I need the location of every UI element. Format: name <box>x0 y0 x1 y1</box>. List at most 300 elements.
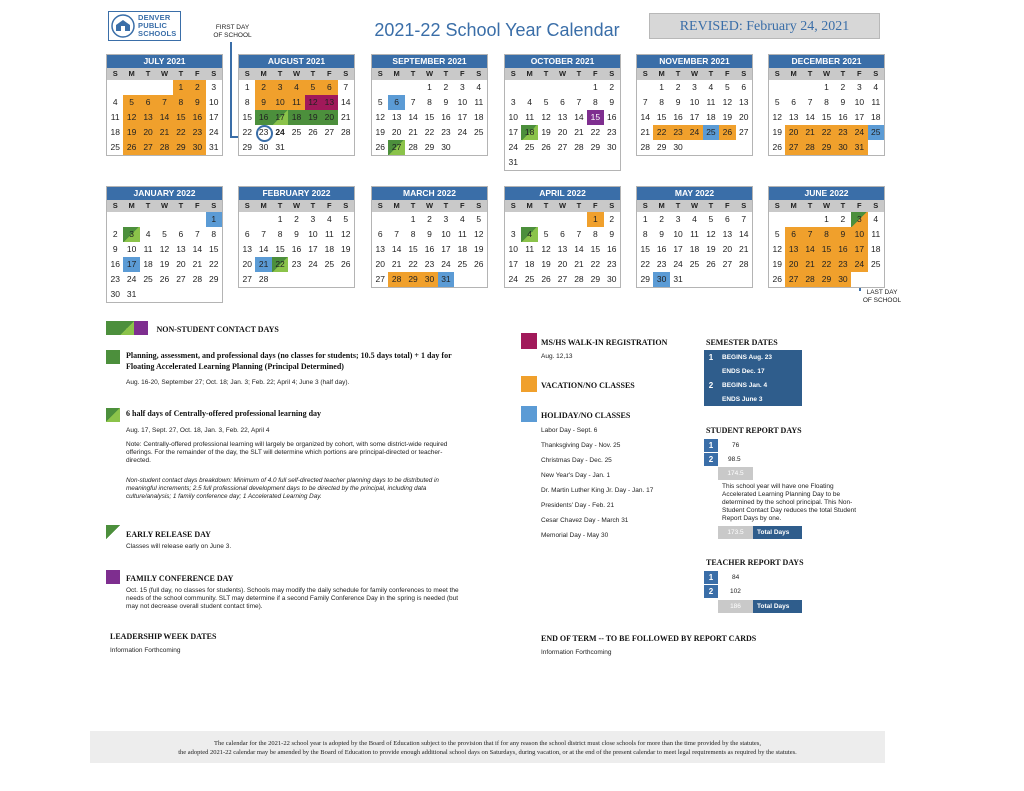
day-cell: 19 <box>341 244 351 254</box>
day-cell: 31 <box>209 142 219 152</box>
day-cell: 5 <box>343 214 349 224</box>
weekday-header: S <box>206 68 222 80</box>
day-cell: 4 <box>459 214 465 224</box>
day-cell: 25 <box>324 259 335 269</box>
holiday-item: Thanksgiving Day - Nov. 25 <box>541 442 621 449</box>
weekday-header: W <box>288 68 304 80</box>
day-cell: 2 <box>427 214 432 224</box>
day-cell: 5 <box>305 80 321 95</box>
empty-day-cell <box>107 80 123 95</box>
day-cell: 19 <box>375 127 385 137</box>
day-cell: 22 <box>209 259 219 269</box>
day-cell: 20 <box>391 127 402 137</box>
day-cell: 24 <box>209 127 219 137</box>
day-cell: 27 <box>176 274 186 284</box>
semester-text: BEGINS Jan. 4 <box>722 381 768 389</box>
day-cell: 13 <box>785 242 801 257</box>
holiday-swatch-icon <box>521 406 537 422</box>
day-cell: 28 <box>408 142 418 152</box>
day-cell: 20 <box>722 244 733 254</box>
day-cell: 10 <box>272 95 288 110</box>
legend-early-release <box>106 525 461 551</box>
teacher-semester-1-days: 84 <box>732 574 740 581</box>
day-cell: 11 <box>457 229 467 239</box>
day-cell: 9 <box>427 229 432 239</box>
day-cell: 1 <box>824 82 829 92</box>
early-release-heading: EARLY RELEASE DAY <box>126 530 211 539</box>
day-cell: 8 <box>211 229 217 239</box>
weekday-header: S <box>471 68 487 80</box>
day-cell: 18 <box>524 259 535 269</box>
empty-day-cell <box>388 80 404 95</box>
day-cell: 4 <box>476 82 482 92</box>
last-day-note-line-2: OF SCHOOL <box>862 297 902 304</box>
month-days-grid <box>637 68 752 155</box>
weekday-header: M <box>388 200 404 212</box>
day-cell: 16 <box>424 244 435 254</box>
day-cell: 30 <box>653 272 669 287</box>
student-semester-2-days: 98.5 <box>728 456 741 463</box>
day-cell: 19 <box>722 112 733 122</box>
half-day-dates: Aug. 17, Sept. 27, Oct. 18, Jan. 3, Feb. 22, April 4 <box>126 427 270 434</box>
day-cell: 16 <box>441 112 451 122</box>
semester-row <box>704 378 802 392</box>
day-cell: 7 <box>576 229 582 239</box>
day-cell: 17 <box>272 110 288 125</box>
day-cell: 9 <box>675 97 681 107</box>
day-cell: 30 <box>189 140 205 155</box>
weekday-header: W <box>156 68 172 80</box>
day-cell: 18 <box>871 244 881 254</box>
semester-row <box>704 364 802 378</box>
day-cell: 23 <box>607 127 617 137</box>
day-cell: 24 <box>457 127 468 137</box>
weekday-header: S <box>107 68 123 80</box>
empty-day-cell <box>140 80 156 95</box>
day-cell: 24 <box>308 259 318 269</box>
day-cell: 7 <box>394 229 399 239</box>
day-cell: 25 <box>524 274 535 284</box>
leadership-text: Information Forthcoming <box>110 647 181 654</box>
walkin-dates: Aug. 12,13 <box>541 353 573 360</box>
weekday-header: M <box>123 200 139 212</box>
day-cell: 31 <box>126 289 137 299</box>
day-cell: 17 <box>441 244 451 254</box>
weekday-header: M <box>785 200 801 212</box>
day-cell: 10 <box>441 229 451 239</box>
day-cell: 15 <box>242 112 252 122</box>
day-cell: 17 <box>508 259 518 269</box>
page-title: 2021-22 School Year Calendar <box>374 20 620 40</box>
day-cell: 18 <box>871 112 881 122</box>
weekday-header: S <box>372 200 388 212</box>
family-conference-text: Oct. 15 (full day, no classes for students). Schools may modify the daily schedule for family conferences to meet the needs of the school community. SLT may determine if a second Family Conference Day in the spring is needed (but may not decrease overall student contact time). <box>126 587 459 610</box>
end-of-term-heading: END OF TERM -- TO BE FOLLOWED BY REPORT CARDS <box>541 634 757 643</box>
day-cell: 28 <box>739 259 749 269</box>
planning-swatch-icon <box>106 350 120 364</box>
weekday-header: S <box>736 68 752 80</box>
day-cell: 5 <box>708 214 714 224</box>
vacation-heading: VACATION/NO CLASSES <box>541 381 635 390</box>
day-cell: 11 <box>871 97 881 107</box>
day-cell: 17 <box>854 112 865 122</box>
month-name: SEPTEMBER 2021 <box>372 55 487 68</box>
month-name: OCTOBER 2021 <box>505 55 620 68</box>
weekday-header: S <box>769 68 785 80</box>
student-semester-1-number: 1 <box>704 439 718 452</box>
day-cell: 2 <box>255 80 271 95</box>
day-cell: 6 <box>741 82 747 92</box>
weekday-header: W <box>421 200 437 212</box>
day-cell: 29 <box>209 274 219 284</box>
day-cell: 21 <box>574 127 584 137</box>
day-cell: 5 <box>543 97 549 107</box>
day-cell: 23 <box>670 125 686 140</box>
family-conference-heading: FAMILY CONFERENCE DAY <box>126 574 234 583</box>
revised-banner: REVISED: February 24, 2021 <box>649 13 880 39</box>
day-cell: 24 <box>851 125 867 140</box>
month-days-grid <box>505 68 620 170</box>
semester-table <box>704 350 802 406</box>
day-cell: 21 <box>156 125 172 140</box>
day-cell: 25 <box>868 125 884 140</box>
day-cell: 2 <box>659 214 664 224</box>
teacher-total-label: Total Days <box>753 600 802 613</box>
day-cell: 25 <box>110 142 120 152</box>
day-cell: 27 <box>324 127 335 137</box>
non-student-heading: NON-STUDENT CONTACT DAYS <box>156 325 279 334</box>
day-cell: 28 <box>258 274 269 284</box>
day-cell: 24 <box>126 274 137 284</box>
empty-day-cell <box>802 212 818 227</box>
weekday-header: T <box>305 68 321 80</box>
logo-line-1: DENVER <box>138 13 171 22</box>
weekday-header: M <box>653 68 669 80</box>
student-semester-2-number: 2 <box>704 453 718 466</box>
weekday-header: T <box>571 68 587 80</box>
day-cell: 15 <box>818 242 834 257</box>
weekday-header: S <box>604 200 620 212</box>
weekday-header: T <box>438 200 454 212</box>
day-cell: 20 <box>140 125 156 140</box>
day-cell: 24 <box>851 257 867 272</box>
empty-day-cell <box>255 212 271 227</box>
day-cell: 8 <box>277 229 283 239</box>
semester-text: BEGINS Aug. 23 <box>722 353 772 361</box>
day-cell: 26 <box>541 274 551 284</box>
day-cell: 9 <box>112 244 118 254</box>
day-cell: 12 <box>159 244 170 254</box>
day-cell: 23 <box>110 274 120 284</box>
weekday-header: F <box>851 200 867 212</box>
day-cell: 31 <box>508 157 518 167</box>
semester-text: ENDS Dec. 17 <box>722 367 765 375</box>
day-cell: 3 <box>443 214 449 224</box>
day-cell: 20 <box>557 127 568 137</box>
day-cell: 13 <box>739 97 749 107</box>
day-cell: 3 <box>211 82 217 92</box>
day-cell: 22 <box>272 257 288 272</box>
day-cell: 16 <box>189 110 205 125</box>
day-cell: 10 <box>851 227 867 242</box>
logo-text <box>138 14 177 38</box>
day-cell: 21 <box>391 259 402 269</box>
month-calendar <box>504 54 621 171</box>
day-cell: 20 <box>242 259 252 269</box>
month-calendar <box>106 54 223 156</box>
first-day-note-line-1: FIRST DAY <box>215 24 250 31</box>
empty-day-cell <box>123 80 139 95</box>
day-cell: 3 <box>510 229 516 239</box>
day-cell: 16 <box>255 110 271 125</box>
day-cell: 28 <box>388 272 404 287</box>
day-cell: 31 <box>673 274 683 284</box>
weekday-header: F <box>454 68 470 80</box>
empty-day-cell <box>189 212 205 227</box>
day-cell: 2 <box>294 214 299 224</box>
day-cell: 16 <box>838 112 848 122</box>
day-cell: 5 <box>724 82 730 92</box>
day-cell: 14 <box>805 112 815 122</box>
day-cell: 10 <box>508 112 518 122</box>
holiday-item: Memorial Day - May 30 <box>541 532 609 539</box>
day-cell: 22 <box>653 125 669 140</box>
weekday-header: T <box>835 200 851 212</box>
day-cell: 16 <box>110 259 120 269</box>
logo-line-3: SCHOOLS <box>138 29 177 38</box>
day-cell: 30 <box>673 142 683 152</box>
day-cell: 21 <box>192 259 203 269</box>
weekday-header: W <box>554 200 570 212</box>
weekday-header: S <box>372 68 388 80</box>
empty-day-cell <box>802 80 818 95</box>
month-days-grid <box>769 200 884 287</box>
weekday-header: M <box>653 200 669 212</box>
day-cell: 8 <box>244 97 250 107</box>
day-cell: 8 <box>592 229 598 239</box>
month-name: JUNE 2022 <box>769 187 884 200</box>
day-cell: 9 <box>840 97 846 107</box>
day-cell: 5 <box>377 97 383 107</box>
weekday-header: T <box>670 200 686 212</box>
day-cell: 18 <box>521 125 537 140</box>
day-cell: 10 <box>508 244 518 254</box>
weekday-header: S <box>239 68 255 80</box>
student-report-heading: STUDENT REPORT DAYS <box>706 426 802 435</box>
day-cell: 19 <box>123 125 139 140</box>
planning-dates: Aug. 16-20, September 27; Oct. 18; Jan. 3; Feb. 22; April 4; June 3 (half day). <box>126 379 350 386</box>
day-cell: 23 <box>441 127 451 137</box>
day-cell: 30 <box>607 274 617 284</box>
weekday-header: F <box>587 68 603 80</box>
family-swatch-icon <box>106 570 120 584</box>
day-cell: 21 <box>739 244 749 254</box>
day-cell: 4 <box>326 214 332 224</box>
weekday-header: W <box>554 68 570 80</box>
day-cell: 27 <box>557 274 568 284</box>
month-name: JANUARY 2022 <box>107 187 222 200</box>
semester-text: ENDS June 3 <box>722 395 763 403</box>
day-cell: 1 <box>587 212 603 227</box>
day-cell: 30 <box>607 142 617 152</box>
teacher-semester-1-number: 1 <box>704 571 718 584</box>
day-cell: 19 <box>706 244 716 254</box>
holiday-item: Presidents' Day - Feb. 21 <box>541 502 615 509</box>
month-name: DECEMBER 2021 <box>769 55 884 68</box>
day-cell: 28 <box>802 140 818 155</box>
day-cell: 7 <box>642 97 648 107</box>
day-cell: 13 <box>140 110 156 125</box>
day-cell: 29 <box>640 274 650 284</box>
weekday-header: M <box>521 68 537 80</box>
day-cell: 17 <box>308 244 318 254</box>
month-calendar <box>238 186 355 288</box>
day-cell: 9 <box>609 97 615 107</box>
day-cell: 23 <box>255 125 271 140</box>
day-cell: 4 <box>527 97 532 107</box>
day-cell: 10 <box>673 229 683 239</box>
day-cell: 5 <box>774 229 780 239</box>
day-cell: 7 <box>343 82 349 92</box>
day-cell: 2 <box>840 214 846 224</box>
day-cell: 14 <box>739 229 749 239</box>
student-semester-1-days: 76 <box>732 442 740 449</box>
month-days-grid <box>107 68 222 155</box>
footer-line-1: The calendar for the 2021-22 school year is adopted by the Board of Education subject to the provision that if for any reason the school district must close schools for more than the time provided by the statutes, <box>214 740 761 747</box>
day-cell: 30 <box>835 272 851 287</box>
day-cell: 22 <box>590 259 601 269</box>
day-cell: 11 <box>525 112 535 122</box>
weekday-header: F <box>719 68 735 80</box>
day-cell: 25 <box>143 274 153 284</box>
day-cell: 30 <box>421 272 437 287</box>
day-cell: 16 <box>656 244 667 254</box>
day-cell: 15 <box>590 244 601 254</box>
day-cell: 3 <box>856 82 862 92</box>
day-cell: 7 <box>194 229 200 239</box>
day-cell: 9 <box>609 229 615 239</box>
day-cell: 24 <box>275 127 285 137</box>
weekday-header: T <box>140 200 156 212</box>
weekday-header: S <box>637 200 653 212</box>
day-cell: 19 <box>772 259 782 269</box>
weekday-header: M <box>521 200 537 212</box>
weekday-header: T <box>802 68 818 80</box>
month-name: APRIL 2022 <box>505 187 620 200</box>
empty-day-cell <box>769 212 785 227</box>
day-cell: 28 <box>341 127 351 137</box>
empty-day-cell <box>372 80 388 95</box>
weekday-header: S <box>107 200 123 212</box>
day-cell: 19 <box>541 259 551 269</box>
day-cell: 25 <box>457 259 468 269</box>
day-cell: 21 <box>574 259 584 269</box>
month-calendar <box>636 186 753 288</box>
empty-day-cell <box>239 212 255 227</box>
weekday-header: S <box>505 200 521 212</box>
weekday-header: T <box>405 68 421 80</box>
weekday-header: S <box>604 68 620 80</box>
empty-day-cell <box>123 212 139 227</box>
day-cell: 11 <box>288 95 304 110</box>
day-cell: 26 <box>474 259 484 269</box>
day-cell: 28 <box>574 274 584 284</box>
empty-day-cell <box>140 212 156 227</box>
day-cell: 13 <box>557 112 568 122</box>
day-cell: 27 <box>375 274 385 284</box>
day-cell: 23 <box>835 125 851 140</box>
weekday-header: W <box>686 68 702 80</box>
day-cell: 13 <box>788 112 799 122</box>
day-cell: 27 <box>242 274 252 284</box>
day-cell: 9 <box>189 95 205 110</box>
empty-day-cell <box>521 80 537 95</box>
day-cell: 23 <box>656 259 667 269</box>
day-cell: 18 <box>110 127 120 137</box>
weekday-header: T <box>538 200 554 212</box>
day-cell: 6 <box>791 97 796 107</box>
day-cell: 12 <box>474 229 484 239</box>
footer-disclaimer <box>90 731 885 763</box>
day-cell: 7 <box>410 97 416 107</box>
day-cell: 23 <box>424 259 435 269</box>
day-cell: 15 <box>408 244 418 254</box>
weekday-header: F <box>321 68 337 80</box>
day-cell: 11 <box>706 97 716 107</box>
day-cell: 26 <box>772 274 782 284</box>
day-cell: 29 <box>656 142 667 152</box>
teacher-semester-2-number: 2 <box>704 585 718 598</box>
weekday-header: S <box>505 68 521 80</box>
empty-day-cell <box>769 80 785 95</box>
day-cell: 12 <box>772 244 782 254</box>
month-days-grid <box>372 200 487 287</box>
holiday-item: Labor Day - Sept. 6 <box>541 427 598 434</box>
day-cell: 22 <box>640 259 650 269</box>
day-cell: 14 <box>574 112 584 122</box>
day-cell: 30 <box>441 142 451 152</box>
day-cell: 6 <box>388 95 404 110</box>
day-cell: 24 <box>508 142 518 152</box>
day-cell: 14 <box>156 110 172 125</box>
day-cell: 18 <box>474 112 484 122</box>
weekday-header: T <box>272 200 288 212</box>
weekday-header: T <box>571 200 587 212</box>
legend-holiday <box>521 406 701 420</box>
day-cell: 11 <box>110 112 120 122</box>
day-cell: 6 <box>785 227 801 242</box>
student-total: 173.5 <box>718 526 753 539</box>
day-cell: 11 <box>690 229 699 239</box>
day-cell: 15 <box>821 112 832 122</box>
day-cell: 14 <box>391 244 402 254</box>
day-cell: 26 <box>772 142 782 152</box>
day-cell: 27 <box>785 140 801 155</box>
holiday-item: Dr. Martin Luther King Jr. Day - Jan. 17 <box>541 487 654 494</box>
day-cell: 12 <box>375 112 385 122</box>
empty-day-cell <box>538 212 554 227</box>
empty-day-cell <box>372 212 388 227</box>
empty-day-cell <box>571 212 587 227</box>
day-cell: 17 <box>209 112 219 122</box>
day-cell: 14 <box>258 244 269 254</box>
weekday-header: W <box>818 200 834 212</box>
day-cell: 30 <box>835 140 851 155</box>
half-day-note: Note: Centrally-offered professional learning will largely be organized by cohort, with some district-wide required offerings. For the remainder of the day, the SLT will determine which portions are principal-directed or teacher-directed. <box>126 441 448 464</box>
family-swatch-icon <box>134 321 148 335</box>
day-cell: 28 <box>156 140 172 155</box>
day-cell: 1 <box>592 82 598 92</box>
